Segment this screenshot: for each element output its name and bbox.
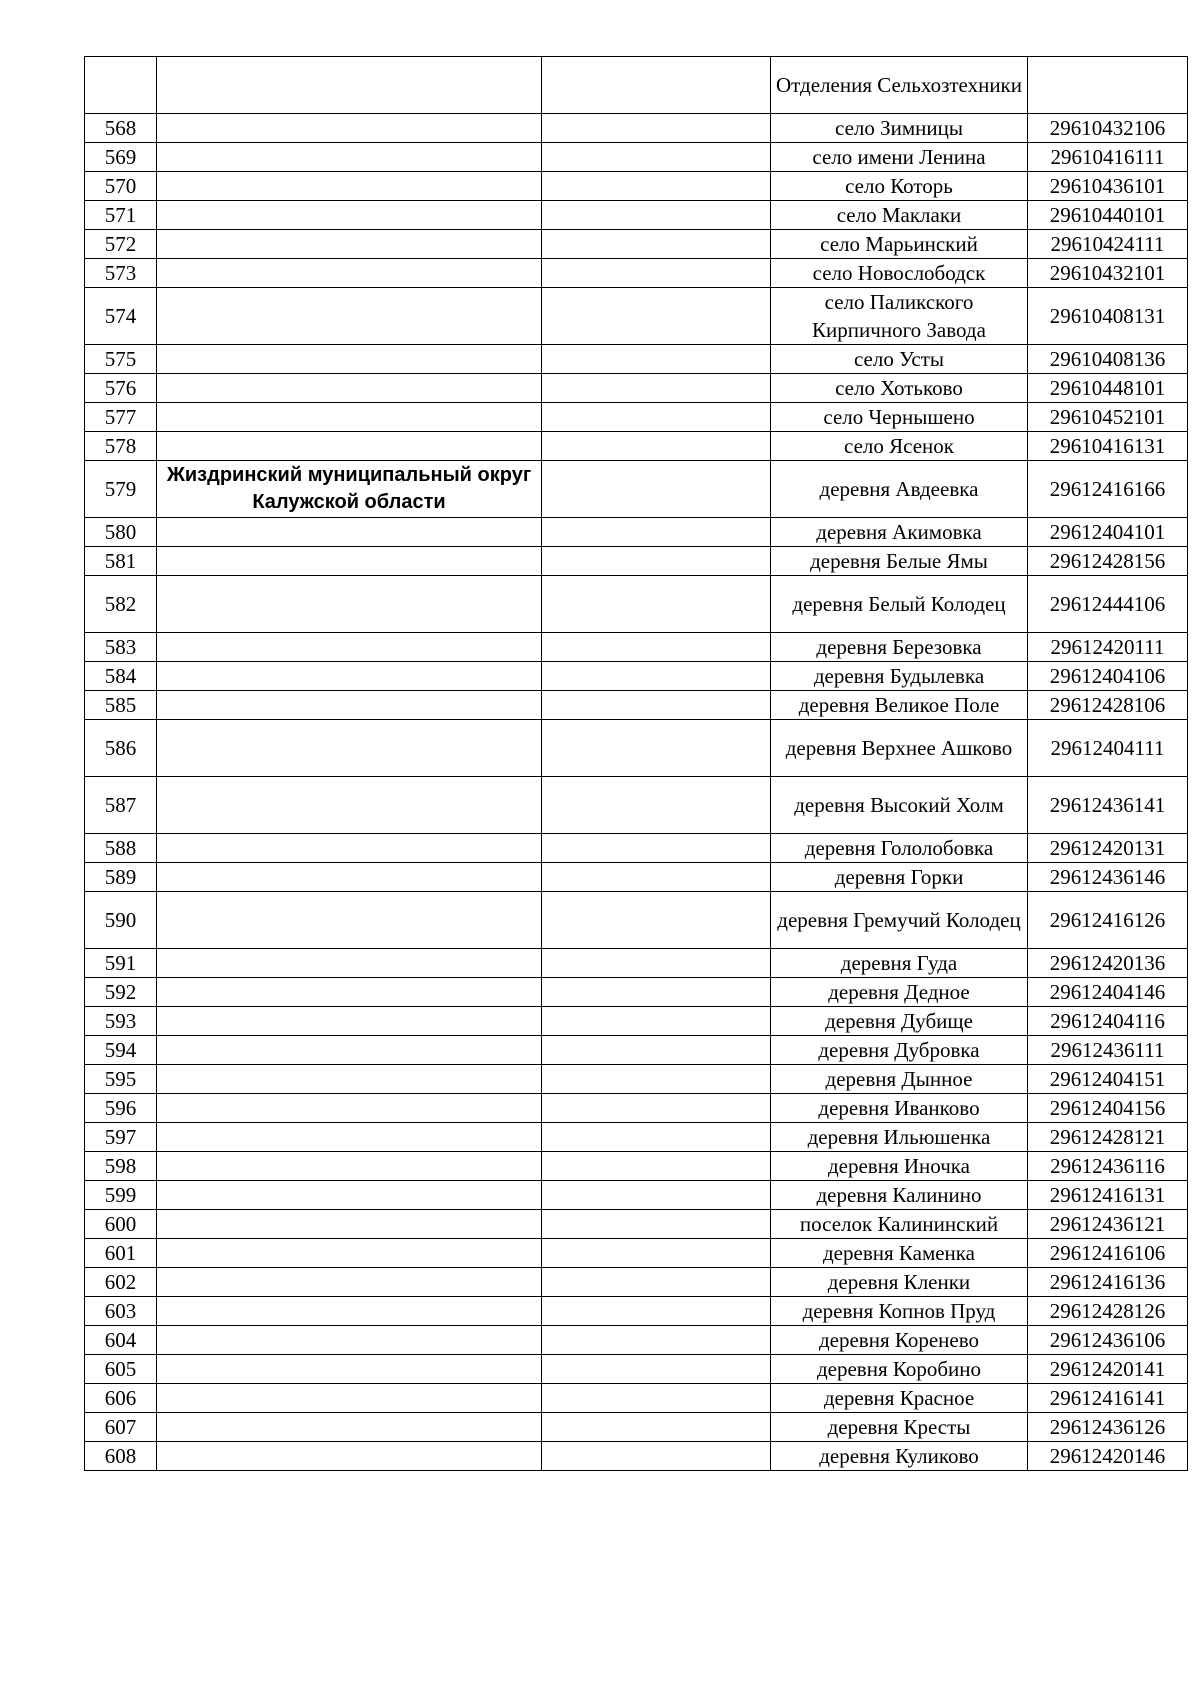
table-row bbox=[85, 1181, 1188, 1210]
table-row bbox=[85, 633, 1188, 662]
oktmo-code: 29610440101 bbox=[1028, 201, 1188, 230]
settlement-name: деревня Куликово bbox=[771, 1442, 1028, 1471]
row-number: 598 bbox=[85, 1152, 157, 1181]
table-row bbox=[85, 1413, 1188, 1442]
oktmo-code: 29612416141 bbox=[1028, 1384, 1188, 1413]
municipal-district bbox=[157, 345, 542, 374]
municipal-district bbox=[157, 691, 542, 720]
row-number: 578 bbox=[85, 432, 157, 461]
empty-cell bbox=[542, 432, 771, 461]
empty-cell bbox=[542, 576, 771, 633]
row-number: 568 bbox=[85, 114, 157, 143]
settlement-name: село Хотьково bbox=[771, 374, 1028, 403]
oktmo-code: 29612436116 bbox=[1028, 1152, 1188, 1181]
empty-cell bbox=[542, 1094, 771, 1123]
settlement-name: деревня Горки bbox=[771, 863, 1028, 892]
oktmo-code: 29612420131 bbox=[1028, 834, 1188, 863]
settlement-name: деревня Иночка bbox=[771, 1152, 1028, 1181]
empty-cell bbox=[542, 374, 771, 403]
table-row bbox=[85, 1355, 1188, 1384]
table-row bbox=[85, 1297, 1188, 1326]
settlement-name: село Чернышено bbox=[771, 403, 1028, 432]
row-number: 575 bbox=[85, 345, 157, 374]
settlement-name: деревня Коробино bbox=[771, 1355, 1028, 1384]
oktmo-code: 29612404151 bbox=[1028, 1065, 1188, 1094]
table-row bbox=[85, 547, 1188, 576]
municipal-district bbox=[157, 1094, 542, 1123]
row-number: 597 bbox=[85, 1123, 157, 1152]
oktmo-code: 29612404116 bbox=[1028, 1007, 1188, 1036]
settlement-name: село Зимницы bbox=[771, 114, 1028, 143]
empty-cell bbox=[542, 720, 771, 777]
empty-cell bbox=[542, 691, 771, 720]
empty-cell bbox=[542, 172, 771, 201]
table-body bbox=[85, 57, 1188, 1471]
row-number: 581 bbox=[85, 547, 157, 576]
municipal-district bbox=[157, 1297, 542, 1326]
row-number: 601 bbox=[85, 1239, 157, 1268]
settlements-table bbox=[84, 56, 1188, 1471]
row-number: 576 bbox=[85, 374, 157, 403]
oktmo-code: 29610416131 bbox=[1028, 432, 1188, 461]
table-row bbox=[85, 230, 1188, 259]
row-number: 608 bbox=[85, 1442, 157, 1471]
table-row bbox=[85, 863, 1188, 892]
municipal-district bbox=[157, 201, 542, 230]
empty-cell bbox=[542, 345, 771, 374]
municipal-district bbox=[157, 892, 542, 949]
oktmo-code: 29612420111 bbox=[1028, 633, 1188, 662]
municipal-district bbox=[157, 1413, 542, 1442]
oktmo-code: 29612436121 bbox=[1028, 1210, 1188, 1239]
oktmo-code: 29612436106 bbox=[1028, 1326, 1188, 1355]
oktmo-code: 29612436146 bbox=[1028, 863, 1188, 892]
row-number: 593 bbox=[85, 1007, 157, 1036]
empty-cell bbox=[542, 892, 771, 949]
municipal-district bbox=[157, 1036, 542, 1065]
table-row bbox=[85, 143, 1188, 172]
table-row bbox=[85, 114, 1188, 143]
row-number: 573 bbox=[85, 259, 157, 288]
municipal-district bbox=[157, 863, 542, 892]
settlement-name: деревня Кресты bbox=[771, 1413, 1028, 1442]
oktmo-code: 29610408131 bbox=[1028, 288, 1188, 345]
row-number: 592 bbox=[85, 978, 157, 1007]
table-row bbox=[85, 288, 1188, 345]
oktmo-code: 29610432101 bbox=[1028, 259, 1188, 288]
municipal-district bbox=[157, 1181, 542, 1210]
empty-cell bbox=[542, 1210, 771, 1239]
table-row bbox=[85, 1123, 1188, 1152]
table-row bbox=[85, 1239, 1188, 1268]
row-number: 584 bbox=[85, 662, 157, 691]
municipal-district bbox=[157, 978, 542, 1007]
row-number: 580 bbox=[85, 518, 157, 547]
settlement-name: деревня Каменка bbox=[771, 1239, 1028, 1268]
row-number: 589 bbox=[85, 863, 157, 892]
empty-cell bbox=[542, 1123, 771, 1152]
table-row bbox=[85, 57, 1188, 114]
municipal-district bbox=[157, 432, 542, 461]
empty-cell bbox=[542, 1181, 771, 1210]
table-row bbox=[85, 576, 1188, 633]
oktmo-code: 29612436111 bbox=[1028, 1036, 1188, 1065]
oktmo-code: 29612428106 bbox=[1028, 691, 1188, 720]
oktmo-code: 29612404106 bbox=[1028, 662, 1188, 691]
row-number: 607 bbox=[85, 1413, 157, 1442]
empty-cell bbox=[542, 949, 771, 978]
municipal-district bbox=[157, 1152, 542, 1181]
table-row bbox=[85, 518, 1188, 547]
settlement-name: деревня Красное bbox=[771, 1384, 1028, 1413]
municipal-district bbox=[157, 172, 542, 201]
table-row bbox=[85, 1094, 1188, 1123]
municipal-district bbox=[157, 1384, 542, 1413]
oktmo-code: 29610416111 bbox=[1028, 143, 1188, 172]
empty-cell bbox=[542, 1384, 771, 1413]
table-row bbox=[85, 201, 1188, 230]
oktmo-code: 29612416106 bbox=[1028, 1239, 1188, 1268]
oktmo-code: 29612436126 bbox=[1028, 1413, 1188, 1442]
row-number: 582 bbox=[85, 576, 157, 633]
settlement-name: деревня Акимовка bbox=[771, 518, 1028, 547]
municipal-district bbox=[157, 230, 542, 259]
empty-cell bbox=[542, 777, 771, 834]
settlement-name: село Новослободск bbox=[771, 259, 1028, 288]
settlement-name: деревня Кленки bbox=[771, 1268, 1028, 1297]
row-number: 571 bbox=[85, 201, 157, 230]
settlement-name: деревня Дубровка bbox=[771, 1036, 1028, 1065]
row-number: 572 bbox=[85, 230, 157, 259]
municipal-district bbox=[157, 143, 542, 172]
settlement-name: деревня Дедное bbox=[771, 978, 1028, 1007]
table-row bbox=[85, 1442, 1188, 1471]
municipal-district bbox=[157, 518, 542, 547]
municipal-district bbox=[157, 259, 542, 288]
municipal-district: Жиздринский муниципальный округ Калужской области bbox=[157, 461, 542, 518]
empty-cell bbox=[542, 403, 771, 432]
empty-cell bbox=[542, 1442, 771, 1471]
oktmo-code: 29612416136 bbox=[1028, 1268, 1188, 1297]
oktmo-code bbox=[1028, 57, 1188, 114]
settlement-name: деревня Дубище bbox=[771, 1007, 1028, 1036]
municipal-district bbox=[157, 1065, 542, 1094]
municipal-district bbox=[157, 1442, 542, 1471]
settlement-name: деревня Будылевка bbox=[771, 662, 1028, 691]
settlement-name: поселок Калининский bbox=[771, 1210, 1028, 1239]
row-number: 595 bbox=[85, 1065, 157, 1094]
settlement-name: деревня Калинино bbox=[771, 1181, 1028, 1210]
table-row bbox=[85, 662, 1188, 691]
settlement-name: село Марьинский bbox=[771, 230, 1028, 259]
municipal-district bbox=[157, 662, 542, 691]
table-row bbox=[85, 949, 1188, 978]
table-row bbox=[85, 345, 1188, 374]
settlement-name: деревня Иванково bbox=[771, 1094, 1028, 1123]
empty-cell bbox=[542, 1007, 771, 1036]
oktmo-code: 29610448101 bbox=[1028, 374, 1188, 403]
empty-cell bbox=[542, 1297, 771, 1326]
oktmo-code: 29612416126 bbox=[1028, 892, 1188, 949]
settlement-name: деревня Авдеевка bbox=[771, 461, 1028, 518]
oktmo-code: 29612420136 bbox=[1028, 949, 1188, 978]
table-row bbox=[85, 691, 1188, 720]
municipal-district bbox=[157, 374, 542, 403]
settlement-name: село Которь bbox=[771, 172, 1028, 201]
oktmo-code: 29612428121 bbox=[1028, 1123, 1188, 1152]
row-number: 599 bbox=[85, 1181, 157, 1210]
table-row bbox=[85, 461, 1188, 518]
empty-cell bbox=[542, 288, 771, 345]
row-number: 604 bbox=[85, 1326, 157, 1355]
oktmo-code: 29610432106 bbox=[1028, 114, 1188, 143]
row-number: 577 bbox=[85, 403, 157, 432]
oktmo-code: 29610408136 bbox=[1028, 345, 1188, 374]
settlement-name: село Маклаки bbox=[771, 201, 1028, 230]
settlement-name: деревня Великое Поле bbox=[771, 691, 1028, 720]
empty-cell bbox=[542, 1268, 771, 1297]
empty-cell bbox=[542, 1326, 771, 1355]
row-number: 569 bbox=[85, 143, 157, 172]
row-number: 587 bbox=[85, 777, 157, 834]
settlement-name: деревня Ильюшенка bbox=[771, 1123, 1028, 1152]
row-number: 591 bbox=[85, 949, 157, 978]
oktmo-code: 29612404101 bbox=[1028, 518, 1188, 547]
table-row bbox=[85, 1384, 1188, 1413]
empty-cell bbox=[542, 201, 771, 230]
row-number bbox=[85, 57, 157, 114]
municipal-district bbox=[157, 1007, 542, 1036]
oktmo-code: 29612428156 bbox=[1028, 547, 1188, 576]
table-row bbox=[85, 1007, 1188, 1036]
settlement-name: деревня Дынное bbox=[771, 1065, 1028, 1094]
settlement-name: село имени Ленина bbox=[771, 143, 1028, 172]
empty-cell bbox=[542, 1413, 771, 1442]
row-number: 594 bbox=[85, 1036, 157, 1065]
table-row bbox=[85, 777, 1188, 834]
oktmo-code: 29610436101 bbox=[1028, 172, 1188, 201]
empty-cell bbox=[542, 1152, 771, 1181]
empty-cell bbox=[542, 259, 771, 288]
municipal-district bbox=[157, 1239, 542, 1268]
oktmo-code: 29612404156 bbox=[1028, 1094, 1188, 1123]
oktmo-code: 29612404146 bbox=[1028, 978, 1188, 1007]
table-row bbox=[85, 259, 1188, 288]
row-number: 596 bbox=[85, 1094, 157, 1123]
settlement-name: село Усты bbox=[771, 345, 1028, 374]
oktmo-code: 29612404111 bbox=[1028, 720, 1188, 777]
municipal-district bbox=[157, 720, 542, 777]
table-row bbox=[85, 1268, 1188, 1297]
empty-cell bbox=[542, 143, 771, 172]
settlement-name: деревня Верхнее Ашково bbox=[771, 720, 1028, 777]
settlement-name: деревня Коренево bbox=[771, 1326, 1028, 1355]
table-row bbox=[85, 1065, 1188, 1094]
empty-cell bbox=[542, 1065, 771, 1094]
empty-cell bbox=[542, 1036, 771, 1065]
settlement-name: деревня Высокий Холм bbox=[771, 777, 1028, 834]
table-row bbox=[85, 834, 1188, 863]
municipal-district bbox=[157, 633, 542, 662]
oktmo-code: 29612416131 bbox=[1028, 1181, 1188, 1210]
municipal-district bbox=[157, 576, 542, 633]
municipal-district bbox=[157, 1210, 542, 1239]
row-number: 605 bbox=[85, 1355, 157, 1384]
municipal-district bbox=[157, 1355, 542, 1384]
empty-cell bbox=[542, 978, 771, 1007]
row-number: 602 bbox=[85, 1268, 157, 1297]
table-row bbox=[85, 403, 1188, 432]
empty-cell bbox=[542, 1355, 771, 1384]
oktmo-code: 29612416166 bbox=[1028, 461, 1188, 518]
municipal-district bbox=[157, 1326, 542, 1355]
table-row bbox=[85, 1210, 1188, 1239]
table-row bbox=[85, 720, 1188, 777]
empty-cell bbox=[542, 1239, 771, 1268]
table-row bbox=[85, 374, 1188, 403]
table-row bbox=[85, 1152, 1188, 1181]
table-row bbox=[85, 172, 1188, 201]
municipal-district bbox=[157, 1268, 542, 1297]
municipal-district bbox=[157, 777, 542, 834]
row-number: 588 bbox=[85, 834, 157, 863]
table-row bbox=[85, 1036, 1188, 1065]
row-number: 590 bbox=[85, 892, 157, 949]
municipal-district bbox=[157, 403, 542, 432]
empty-cell bbox=[542, 834, 771, 863]
settlement-name: деревня Гололобовка bbox=[771, 834, 1028, 863]
settlement-name: деревня Березовка bbox=[771, 633, 1028, 662]
table-row bbox=[85, 432, 1188, 461]
oktmo-code: 29610452101 bbox=[1028, 403, 1188, 432]
municipal-district bbox=[157, 288, 542, 345]
row-number: 579 bbox=[85, 461, 157, 518]
empty-cell bbox=[542, 863, 771, 892]
empty-cell bbox=[542, 633, 771, 662]
oktmo-code: 29612428126 bbox=[1028, 1297, 1188, 1326]
municipal-district bbox=[157, 57, 542, 114]
row-number: 600 bbox=[85, 1210, 157, 1239]
municipal-district bbox=[157, 949, 542, 978]
empty-cell bbox=[542, 230, 771, 259]
oktmo-code: 29610424111 bbox=[1028, 230, 1188, 259]
municipal-district bbox=[157, 547, 542, 576]
settlement-name: деревня Белый Колодец bbox=[771, 576, 1028, 633]
oktmo-code: 29612436141 bbox=[1028, 777, 1188, 834]
settlement-name: деревня Гуда bbox=[771, 949, 1028, 978]
row-number: 570 bbox=[85, 172, 157, 201]
empty-cell bbox=[542, 547, 771, 576]
settlement-name: деревня Белые Ямы bbox=[771, 547, 1028, 576]
oktmo-code: 29612420141 bbox=[1028, 1355, 1188, 1384]
table-row bbox=[85, 892, 1188, 949]
empty-cell bbox=[542, 518, 771, 547]
table-row bbox=[85, 1326, 1188, 1355]
empty-cell bbox=[542, 114, 771, 143]
row-number: 583 bbox=[85, 633, 157, 662]
settlement-name: деревня Гремучий Колодец bbox=[771, 892, 1028, 949]
row-number: 606 bbox=[85, 1384, 157, 1413]
row-number: 586 bbox=[85, 720, 157, 777]
empty-cell bbox=[542, 662, 771, 691]
settlement-name: село Ясенок bbox=[771, 432, 1028, 461]
settlement-name: Отделения Сельхозтехники bbox=[771, 57, 1028, 114]
settlement-name: деревня Копнов Пруд bbox=[771, 1297, 1028, 1326]
settlement-name: село Паликского Кирпичного Завода bbox=[771, 288, 1028, 345]
row-number: 574 bbox=[85, 288, 157, 345]
municipal-district bbox=[157, 834, 542, 863]
row-number: 603 bbox=[85, 1297, 157, 1326]
empty-cell bbox=[542, 461, 771, 518]
municipal-district bbox=[157, 1123, 542, 1152]
table-row bbox=[85, 978, 1188, 1007]
oktmo-code: 29612420146 bbox=[1028, 1442, 1188, 1471]
municipal-district bbox=[157, 114, 542, 143]
empty-cell bbox=[542, 57, 771, 114]
row-number: 585 bbox=[85, 691, 157, 720]
oktmo-code: 29612444106 bbox=[1028, 576, 1188, 633]
